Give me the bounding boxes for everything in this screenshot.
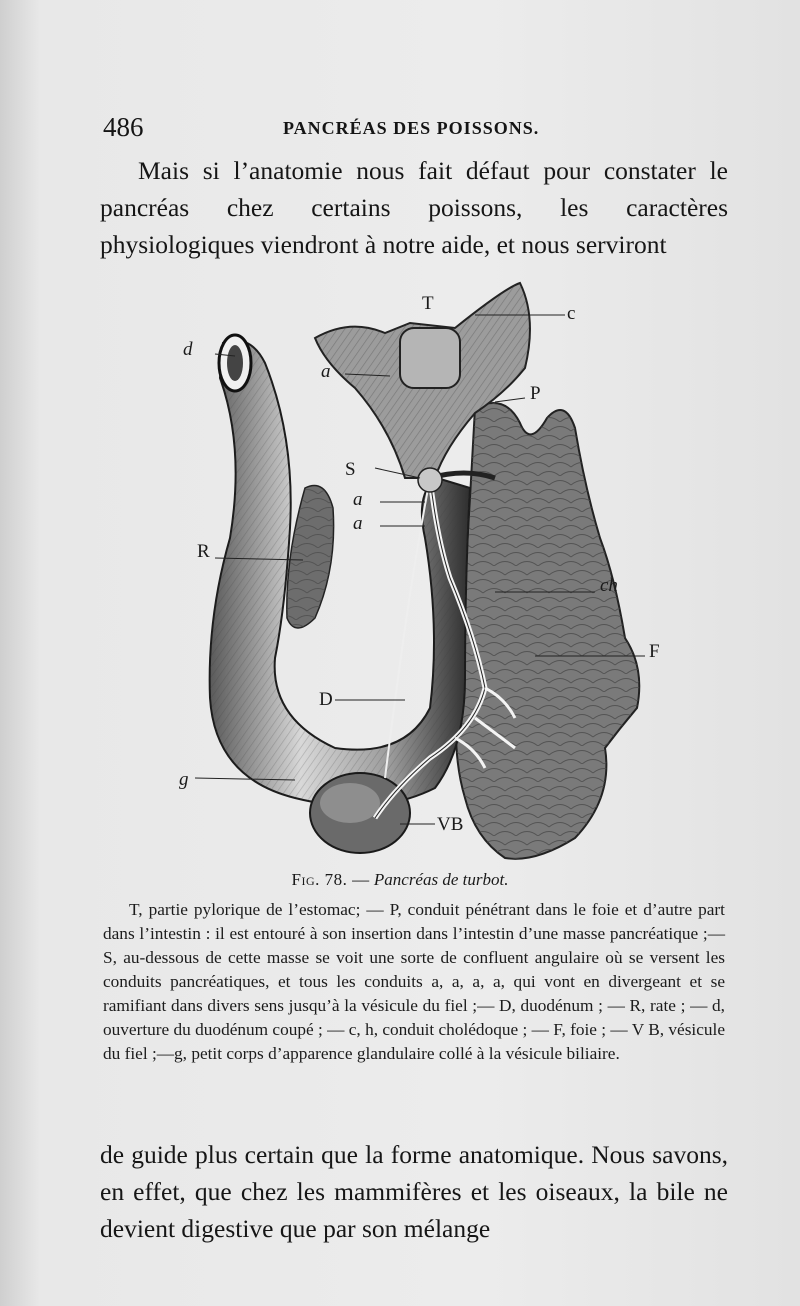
anatomical-illustration bbox=[175, 278, 695, 868]
page-header bbox=[103, 112, 743, 146]
label-R: R bbox=[197, 541, 210, 562]
label-a1: a bbox=[321, 361, 331, 382]
figure-pancreas-turbot bbox=[175, 278, 695, 868]
label-c: c bbox=[567, 303, 576, 324]
body-text-top: Mais si l’anatomie nous fait défaut pour constater le pancréas chez certains poissons, les caractères physiologiques viendront à notre aide, et nous serviront bbox=[100, 156, 728, 259]
body-paragraph-top bbox=[100, 152, 728, 263]
page-number: 486 bbox=[103, 112, 144, 142]
label-T: T bbox=[422, 293, 434, 314]
label-a3: a bbox=[353, 513, 363, 534]
label-g: g bbox=[179, 769, 189, 790]
body-paragraph-bottom bbox=[100, 1136, 728, 1247]
label-ch: ch bbox=[600, 575, 618, 596]
figure-legend: T, partie pylorique de l’estomac; — P, conduit pénétrant dans le foie et d’autre part dans l’intestin : il est entouré à son insertion dans l’intestin d’une masse pancréatique ;—S, au-dessous de cette masse se voit une sorte de confluent angulaire où se versent les conduits pancréatiques, et tous les conduits a, a, a, a, qui vont en divergeant et se ramifiant dans divers sens jusqu’à la vésicule du fiel ;— D, duodénum ; — R, rate ; — d, ouverture du duodénum coupé ; — c, h, conduit cholédoque ; — F, foie ; — V B, vésicule du fiel ;—g, petit corps d’apparence glandulaire collé à la vésicule biliaire. bbox=[103, 900, 725, 1063]
caption-title: Pancréas de turbot. bbox=[373, 870, 509, 889]
label-F: F bbox=[649, 641, 660, 662]
label-a2: a bbox=[353, 489, 363, 510]
label-S: S bbox=[345, 459, 356, 480]
caption-number: Fig. 78. — bbox=[291, 870, 370, 889]
figure-caption bbox=[0, 870, 800, 890]
body-text-bottom: de guide plus certain que la forme anatomique. Nous savons, en effet, que chez les mammifères et les oiseaux, la bile ne devient digestive que par son mélange bbox=[100, 1140, 728, 1243]
label-D: D bbox=[319, 689, 333, 710]
label-d: d bbox=[183, 339, 193, 360]
label-VB: VB bbox=[437, 814, 464, 835]
label-P: P bbox=[530, 383, 541, 404]
running-head: PANCRÉAS DES POISSONS. bbox=[283, 118, 540, 138]
